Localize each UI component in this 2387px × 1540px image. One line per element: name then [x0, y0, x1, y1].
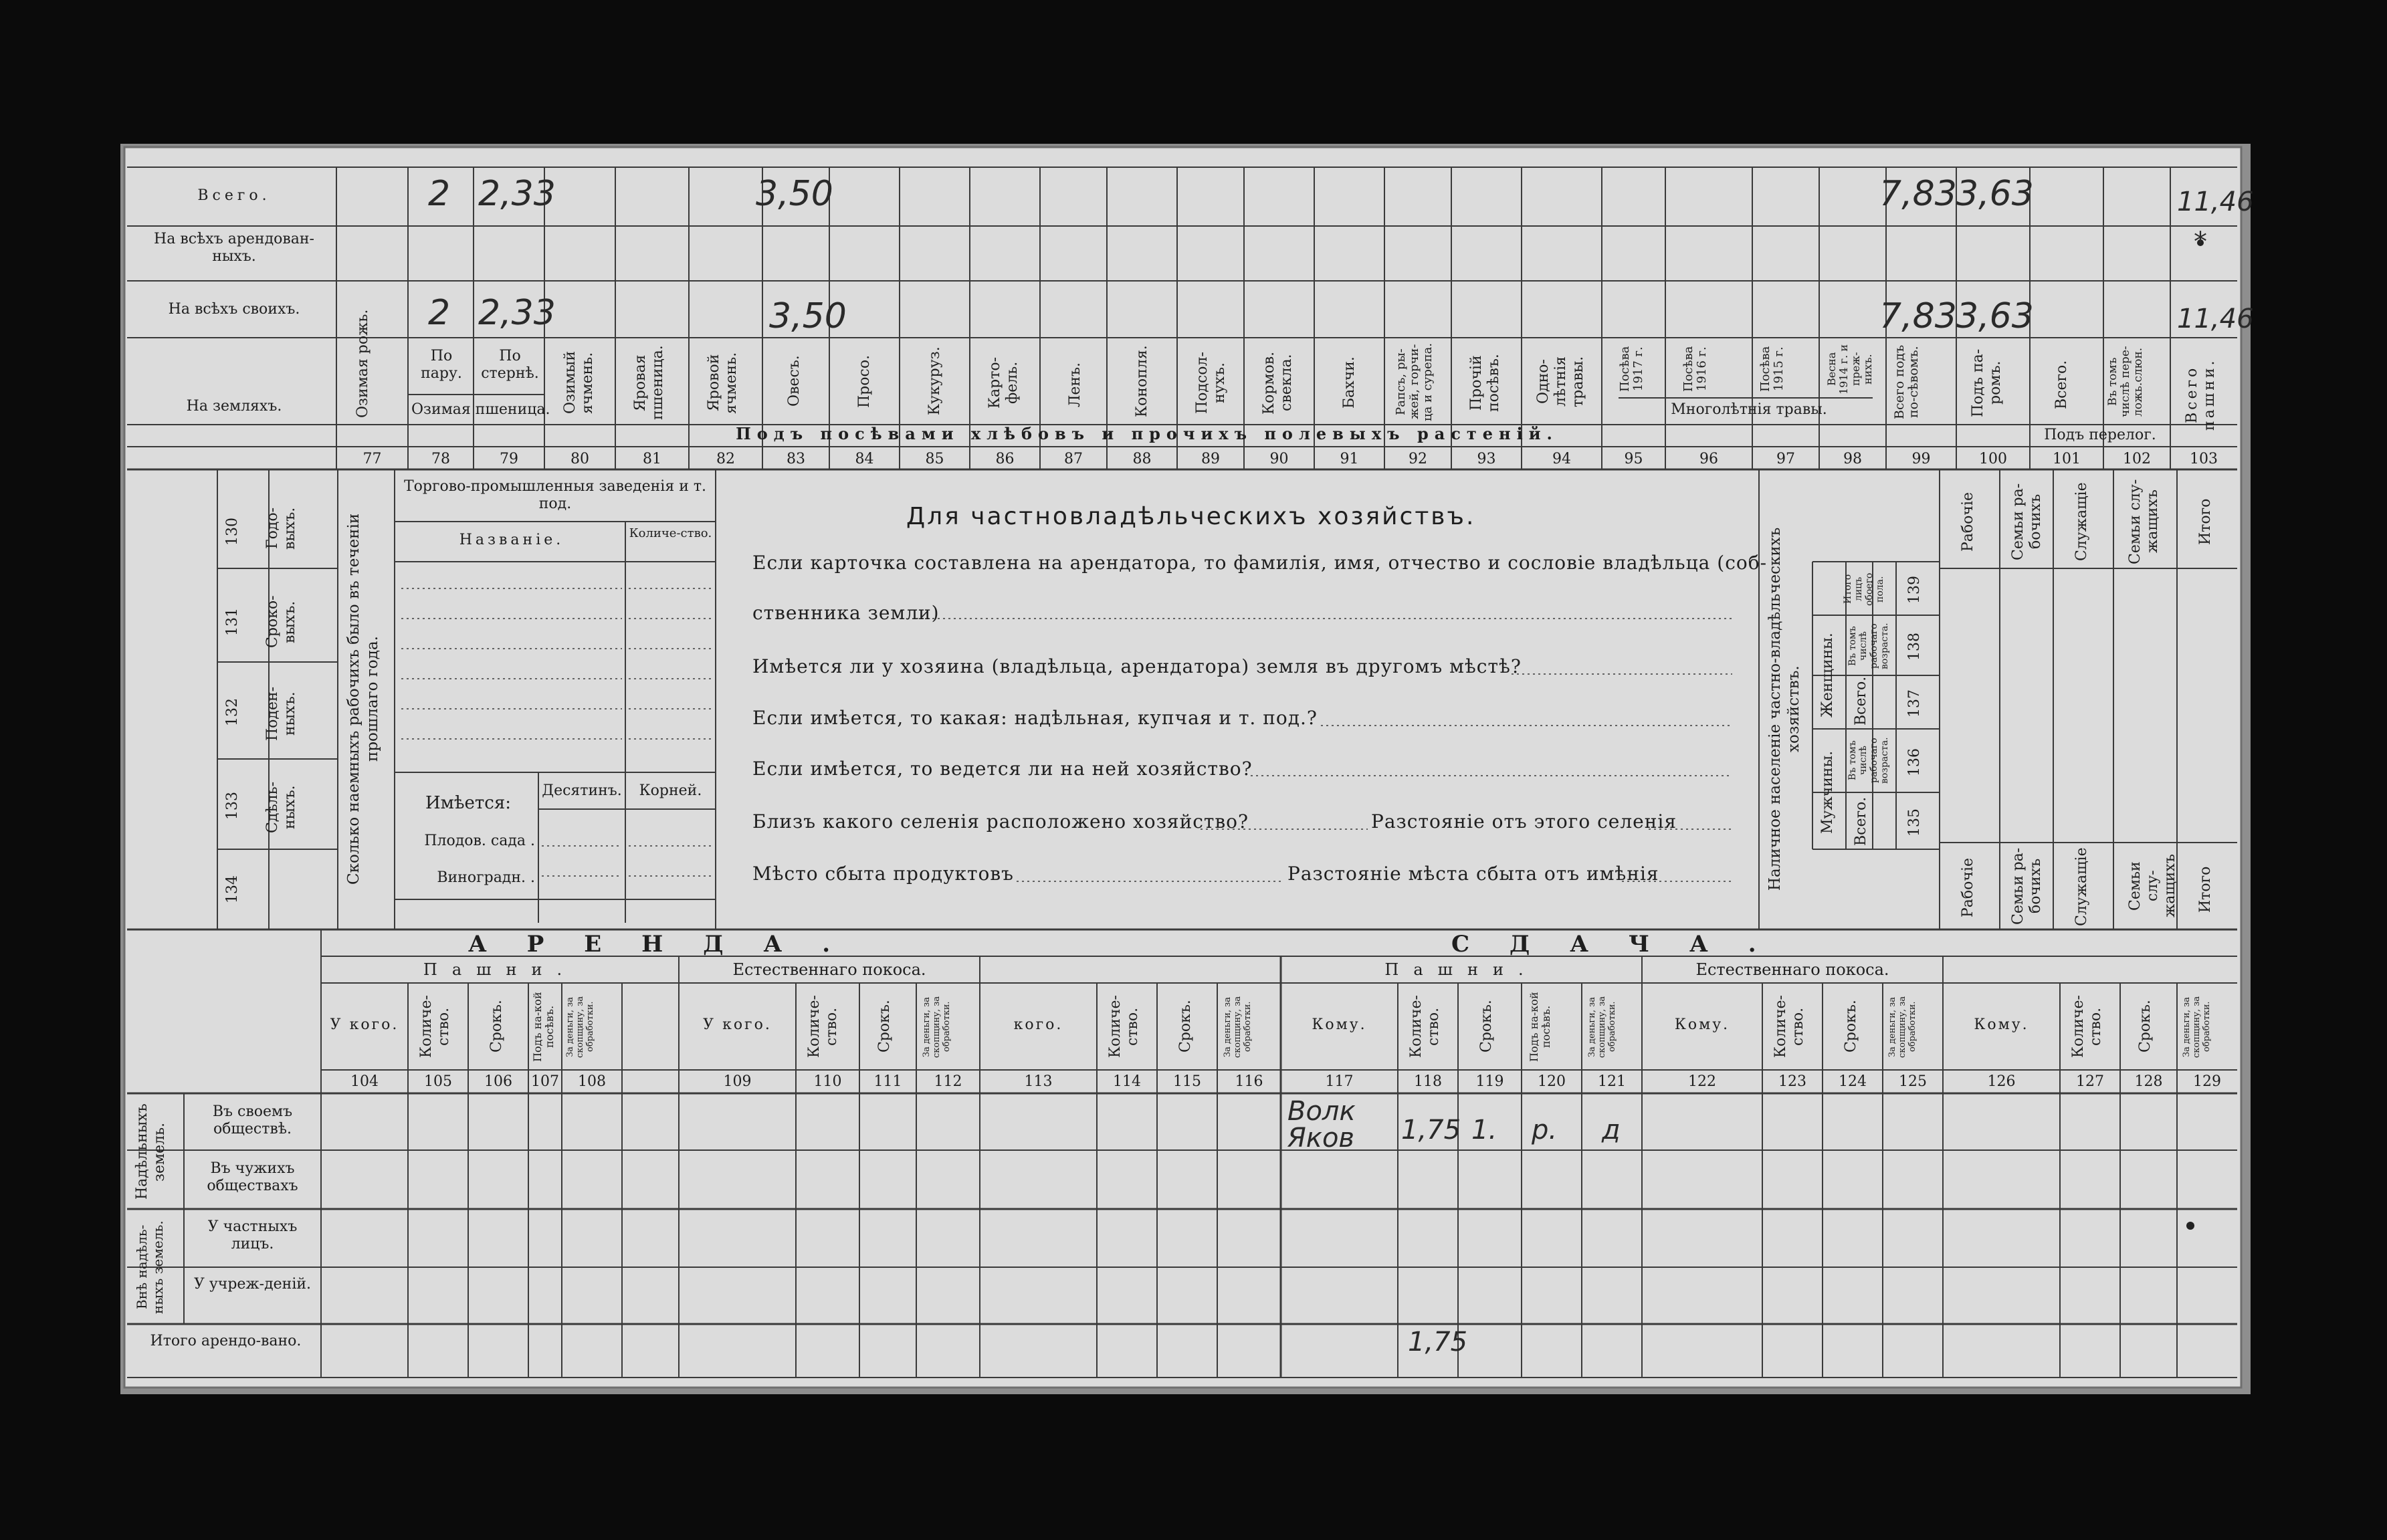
bcol-104: У кого.	[330, 1016, 399, 1033]
workers-131: Сроко-выхъ.	[264, 595, 298, 649]
bcol-108: За деньги, за скопщину, за обработки.	[565, 996, 595, 1058]
pop-num-139: 139	[1906, 576, 1923, 604]
hw-total-79: 2,33	[478, 174, 556, 214]
hw-total-78: 2	[428, 174, 451, 214]
bcol-122: Кому.	[1674, 1016, 1730, 1033]
bnum-108: 108	[578, 1073, 606, 1090]
desyatin-label: Десятинъ.	[542, 782, 622, 799]
workers-133: Сдѣль-ныхъ.	[264, 781, 298, 834]
bnum-120: 120	[1538, 1073, 1566, 1090]
hw-total-103: 11,46	[2177, 187, 2254, 217]
winter-wheat-label: Озимая пшеница.	[411, 401, 550, 418]
crop-header-97: Посѣва 1915 г.	[1758, 346, 1786, 393]
bcol-116: За деньги, за скопщину, за обработки.	[1223, 996, 1253, 1058]
row-total-rented: Итого арендо-вано.	[150, 1333, 302, 1349]
bcol-112: За деньги, за скопщину, за обработки.	[922, 996, 952, 1058]
workers-caption: Сколько наемныхъ рабочихъ было въ теченiи прошлаго года.	[345, 513, 381, 885]
hw-own-79: 2,33	[478, 293, 556, 333]
colnum-78: 78	[431, 451, 450, 467]
crop-header-93: Прочiй посѣвъ.	[1468, 354, 1502, 412]
hw-own-83: 3,50	[769, 296, 847, 336]
right-col-workers-bottom: Рабочiе	[1960, 858, 1976, 918]
crop-header-103: Всего пашни.	[2184, 358, 2218, 431]
arenda-pashni: Пашни.	[423, 960, 577, 979]
men-label: Мужчины.	[1819, 750, 1836, 835]
bcol-129: За деньги, за скопщину, за обработки.	[2182, 996, 2212, 1058]
right-col-employees-bottom: Служащiе	[2073, 847, 2090, 926]
hw-sdacha-pay: д	[1602, 1115, 1621, 1145]
hw-sdacha-qty: 1,75	[1401, 1115, 1461, 1145]
hw-rented-103: *	[2194, 227, 2207, 257]
bcol-105: Количе-ство.	[418, 995, 452, 1059]
crop-header-86: Карто-фель.	[987, 356, 1021, 409]
bcol-127: Количе-ство.	[2070, 995, 2104, 1059]
pop-col-137: Всего.	[1853, 676, 1869, 726]
crop-header-78: По пару.	[421, 348, 462, 382]
question-6b: Разстоянiе мѣста сбыта отъ имѣнiя	[1287, 863, 1659, 885]
workers-num-132: 132	[224, 698, 241, 726]
bnum-126: 126	[1987, 1073, 2016, 1090]
arenda-pokos: Естественнаго покоса.	[732, 960, 926, 979]
bnum-128: 128	[2134, 1073, 2163, 1090]
hw-own-103: 11,46	[2177, 304, 2254, 334]
colnum-100: 100	[1979, 451, 2007, 467]
colnum-82: 82	[716, 451, 735, 467]
colnum-86: 86	[995, 451, 1015, 467]
colnum-81: 81	[643, 451, 661, 467]
fallow-label: Подъ перелог.	[2044, 427, 2156, 443]
sdacha-title: СДАЧА.	[1451, 931, 1796, 958]
colnum-90: 90	[1269, 451, 1289, 467]
crop-header-102: Въ томъ числѣ пере-ложь.слюн.	[2106, 346, 2145, 418]
bnum-119: 119	[1475, 1073, 1504, 1090]
colnum-77: 77	[362, 451, 382, 467]
bnum-125: 125	[1899, 1073, 1927, 1090]
bnum-115: 115	[1173, 1073, 1201, 1090]
pop-col-136: Въ томъ числѣ рабочаго возраста.	[1847, 737, 1890, 784]
pop-num-138: 138	[1906, 633, 1923, 661]
bcol-111: Срокъ.	[876, 1000, 893, 1053]
bnum-105: 105	[424, 1073, 452, 1090]
hw-sdacha-who: Волк Яков	[1287, 1096, 1356, 1153]
colnum-95: 95	[1624, 451, 1643, 467]
bnum-123: 123	[1778, 1073, 1806, 1090]
colnum-89: 89	[1201, 451, 1220, 467]
row-rented-label: На всѣхъ арендован- ныхъ.	[154, 231, 314, 265]
bnum-113: 113	[1024, 1073, 1053, 1090]
sdacha-pashni: Пашни.	[1384, 960, 1538, 979]
hw-total-98: 7,83	[1879, 174, 1957, 214]
pop-num-135: 135	[1906, 808, 1923, 837]
korney-label: Корней.	[639, 782, 702, 799]
right-col-worker-families-top: Семьи ра-бочихъ	[2010, 483, 2044, 560]
question-2: Имѣется ли у хозяина (владѣльца, арендатора) земля въ другомъ мѣстѣ?	[752, 655, 1522, 677]
right-col-worker-families-bottom: Семьи ра-бочихъ	[2010, 847, 2044, 925]
bnum-122: 122	[1688, 1073, 1716, 1090]
crop-header-94: Одно-лѣтнiя травы.	[1535, 356, 1586, 408]
colnum-88: 88	[1132, 451, 1152, 467]
row-private-persons: У частныхъ лицъ.	[207, 1218, 298, 1252]
colnum-103: 103	[2190, 451, 2218, 467]
bnum-111: 111	[873, 1073, 902, 1090]
hw-own-100: 3,63	[1956, 296, 2034, 336]
crop-header-100: Подъ па-ромъ.	[1970, 348, 2004, 417]
hw-sdacha-term: 1.	[1471, 1115, 1497, 1145]
bnum-116: 116	[1235, 1073, 1263, 1090]
row-land-label: На земляхъ.	[186, 398, 282, 415]
row-own-community: Въ своемъ обществѣ.	[212, 1103, 293, 1137]
hw-own-98: 7,83	[1879, 296, 1957, 336]
right-col-employee-families-bottom: Семьи слу-жащихъ	[2127, 854, 2178, 918]
bnum-117: 117	[1325, 1073, 1354, 1090]
crop-header-92: Рапсъ, ры-жей, горчи-ца и сурепа.	[1394, 342, 1435, 421]
bcol-118: Количе-ство.	[1408, 995, 1442, 1059]
colnum-85: 85	[925, 451, 944, 467]
orchard-label: Плодов. сада .	[424, 833, 535, 849]
pop-num-136: 136	[1906, 748, 1923, 776]
bnum-106: 106	[484, 1073, 512, 1090]
crop-header-99: Весна 1914 г. и преж-нихъ.	[1825, 344, 1874, 395]
colnum-99: 99	[1911, 451, 1931, 467]
vineyard-label: Виноградн. .	[437, 869, 535, 886]
crop-header-95: Посѣва 1917 г.	[1618, 346, 1645, 393]
sdacha-pokos: Естественнаго покоса.	[1695, 960, 1889, 979]
colnum-80: 80	[570, 451, 589, 467]
bnum-129: 129	[2193, 1073, 2221, 1090]
bcol-113: кого.	[1013, 1016, 1063, 1033]
colnum-84: 84	[855, 451, 874, 467]
hw-total-83: 3,50	[756, 174, 833, 214]
workers-num-130: 130	[224, 518, 241, 546]
crop-header-98: Всего подъ по-сѣвомъ.	[1892, 344, 1921, 419]
crop-header-79: По стернѣ.	[481, 348, 539, 382]
row-other-communities: Въ чужихъ обществахъ	[207, 1160, 298, 1194]
crop-header-77: Озимая рожь.	[354, 309, 371, 418]
workers-130: Годо-выхъ.	[264, 507, 298, 550]
pop-col-135: Всего.	[1853, 796, 1869, 846]
colnum-83: 83	[787, 451, 805, 467]
colnum-93: 93	[1477, 451, 1496, 467]
bcol-123: Количе-ство.	[1772, 995, 1806, 1059]
crop-header-87: Ленъ.	[1067, 362, 1083, 407]
group-allotment: Надѣльныхъ земель.	[134, 1103, 168, 1200]
bnum-127: 127	[2076, 1073, 2104, 1090]
crop-header-88: Конопля.	[1134, 345, 1150, 417]
hw-sdacha-total: 1,75	[1408, 1327, 1468, 1357]
trade-title: Торгово-промышленныя заведенiя и т. под.	[403, 478, 707, 512]
row-own-label: На всѣхъ своихъ.	[168, 301, 300, 318]
colnum-79: 79	[500, 451, 518, 467]
colnum-94: 94	[1552, 451, 1571, 467]
crop-header-101: Всего.	[2053, 360, 2070, 409]
crop-header-81: Яровая пшеница.	[632, 345, 666, 421]
colnum-91: 91	[1340, 451, 1359, 467]
hw-sdacha-crop: р.	[1532, 1115, 1558, 1145]
bcol-125: За деньги, за скопщину, за обработки.	[1887, 996, 1917, 1058]
pop-col-138: Въ томъ числѣ рабочаго возраста.	[1847, 623, 1890, 669]
has-label: Имѣется:	[425, 793, 512, 813]
crop-header-85: Кукуруз.	[926, 346, 943, 416]
colnum-92: 92	[1409, 451, 1427, 467]
bcol-115: Срокъ.	[1177, 1000, 1194, 1053]
colnum-102: 102	[2123, 451, 2151, 467]
hw-own-78: 2	[428, 293, 451, 333]
question-1: Если карточка составлена на арендатора, то фамилiя, имя, отчество и сословiе владѣльца (соб-	[752, 552, 1768, 574]
bcol-128: Срокъ.	[2137, 1000, 2154, 1053]
crop-header-91: Бахчи.	[1341, 356, 1358, 409]
workers-num-134: 134	[224, 875, 241, 903]
right-col-workers-top: Рабочiе	[1960, 491, 1976, 552]
bcol-119: Срокъ.	[1478, 1000, 1495, 1053]
question-5: Близъ какого селенiя расположено хозяйство?	[752, 810, 1249, 833]
bnum-124: 124	[1839, 1073, 1867, 1090]
colnum-96: 96	[1699, 451, 1718, 467]
perennial-label: Многолѣтнiя травы.	[1671, 401, 1827, 418]
row-total-label: Всего.	[197, 187, 271, 204]
bcol-109: У кого.	[703, 1016, 772, 1033]
crop-header-90: Кормов. свекла.	[1261, 351, 1295, 415]
bcol-120: Подъ на-кой посѣвъ.	[1528, 992, 1552, 1062]
right-col-employee-families-top: Семьи слу-жащихъ	[2127, 479, 2161, 564]
question-6: Мѣсто сбыта продуктовъ	[752, 863, 1014, 885]
question-1b: ственника земли)	[752, 602, 940, 624]
row-institutions: У учреж-денiй.	[193, 1276, 312, 1293]
bcol-107: Подъ на-кой посѣвъ.	[531, 992, 556, 1062]
bnum-114: 114	[1113, 1073, 1141, 1090]
workers-132: Поден-ныхъ.	[264, 686, 298, 742]
crop-header-89: Подсол-нухъ.	[1194, 352, 1228, 414]
pop-col-139: Итого лицъ обоего пола.	[1843, 572, 1885, 606]
bcol-121: За деньги, за скопщину, за обработки.	[1587, 996, 1617, 1058]
right-col-total-bottom: Итого	[2197, 866, 2214, 913]
workers-num-131: 131	[224, 608, 241, 636]
colnum-97: 97	[1776, 451, 1795, 467]
bcol-110: Количе-ство.	[806, 995, 840, 1059]
question-5b: Разстоянiе отъ этого селенiя	[1371, 810, 1677, 833]
women-label: Женщины.	[1819, 633, 1836, 718]
bcol-106: Срокъ.	[488, 1000, 505, 1053]
bnum-118: 118	[1414, 1073, 1442, 1090]
bcol-124: Срокъ.	[1843, 1000, 1859, 1053]
bcol-126: Кому.	[1974, 1016, 2029, 1033]
crop-header-84: Просо.	[856, 354, 873, 408]
bnum-107: 107	[531, 1073, 559, 1090]
sown-band: Подъ посѣвами хлѣбовъ и прочихъ полевыхъ растенiй.	[736, 424, 1558, 443]
bnum-104: 104	[350, 1073, 379, 1090]
crop-header-96: Посѣва 1916 г.	[1681, 346, 1709, 393]
question-3: Если имѣется, то какая: надѣльная, купчая и т. под.?	[752, 707, 1318, 729]
group-non-allotment: Внѣ надѣль-ныхъ земель.	[134, 1220, 166, 1314]
right-col-employees-top: Служащiе	[2073, 482, 2090, 561]
crop-header-83: Овесъ.	[786, 355, 803, 407]
crop-header-80: Озимый ячмень.	[562, 351, 596, 415]
bnum-109: 109	[723, 1073, 752, 1090]
bnum-112: 112	[934, 1073, 962, 1090]
right-col-total-top: Итого	[2197, 498, 2214, 545]
workers-num-133: 133	[224, 792, 241, 820]
arenda-title: АРЕНДА.	[468, 931, 871, 958]
trade-qty-header: Количе-ство.	[629, 526, 712, 540]
colnum-98: 98	[1843, 451, 1862, 467]
colnum-101: 101	[2053, 451, 2081, 467]
question-4: Если имѣется, то ведется ли на ней хозяйство?	[752, 758, 1253, 780]
bcol-117: Кому.	[1312, 1016, 1367, 1033]
crop-header-82: Яровой ячмень.	[706, 352, 740, 414]
trade-name-header: Названiе.	[459, 532, 564, 548]
bnum-110: 110	[813, 1073, 842, 1090]
population-caption: Наличное населенiе частно-владѣльческихъ хозяйствъ.	[1766, 527, 1802, 891]
private-farms-title: Для частновладѣльческихъ хозяйствъ.	[906, 503, 1476, 530]
hw-total-100: 3,63	[1956, 174, 2034, 214]
colnum-87: 87	[1064, 451, 1083, 467]
bcol-114: Количе-ство.	[1107, 995, 1141, 1059]
pop-num-137: 137	[1906, 689, 1923, 718]
bnum-121: 121	[1598, 1073, 1626, 1090]
